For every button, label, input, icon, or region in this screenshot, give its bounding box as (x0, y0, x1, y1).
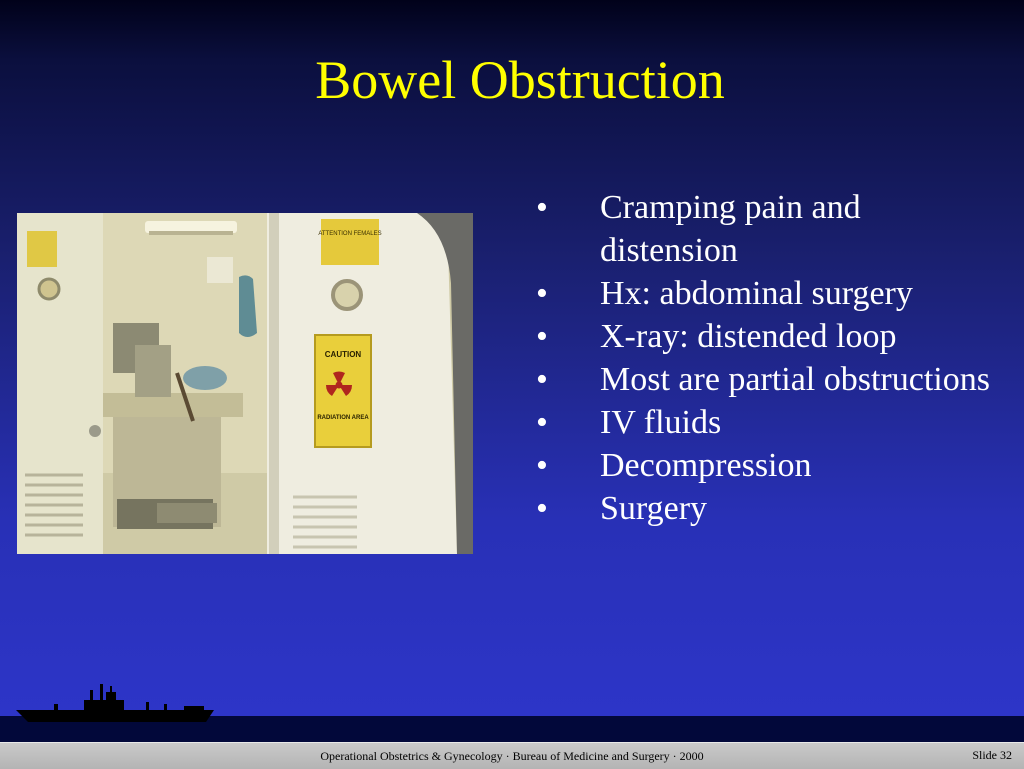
photo-sign-radiation: RADIATION AREA (317, 415, 369, 421)
bullet-marker: • (536, 404, 548, 441)
bullet-list (536, 186, 1006, 530)
bullet-marker: • (536, 189, 548, 226)
bullet-marker: • (536, 447, 548, 484)
slide-title: Bowel Obstruction (315, 50, 725, 110)
bullet-marker: • (536, 318, 548, 355)
footer-bar (0, 742, 1024, 769)
bullet-item (536, 401, 1006, 444)
bullet-item (536, 315, 1006, 358)
bullet-text: Hx: abdominal surgery (600, 275, 913, 312)
bullet-item (536, 272, 1006, 315)
xray-room-photo (17, 213, 473, 554)
bullet-text: IV fluids (600, 404, 722, 441)
xray-room-photo-drawing (17, 213, 473, 554)
bullet-text: X-ray: distended loop (600, 318, 897, 355)
bullet-marker: • (536, 490, 548, 527)
bullet-item (536, 186, 1006, 272)
bullet-marker: • (536, 275, 548, 312)
slide-number: Slide 32 (972, 748, 1012, 762)
bullet-item (536, 358, 1006, 401)
bullet-text: Cramping pain and distension (600, 189, 861, 269)
bullet-item (536, 444, 1006, 487)
photo-sign-caution: CAUTION (324, 350, 362, 359)
bullet-text: Most are partial obstructions (600, 361, 990, 398)
photo-sign-attention: ATTENTION FEMALES (318, 231, 382, 237)
ship-silhouette-icon (14, 682, 216, 726)
bullet-text: Decompression (600, 447, 812, 484)
bullet-text: Surgery (600, 490, 708, 527)
footer-text: Operational Obstetrics & Gynecology · Bureau of Medicine and Surgery · 2000 (320, 749, 704, 763)
bullet-marker: • (536, 361, 548, 398)
bullet-item (536, 487, 1006, 530)
